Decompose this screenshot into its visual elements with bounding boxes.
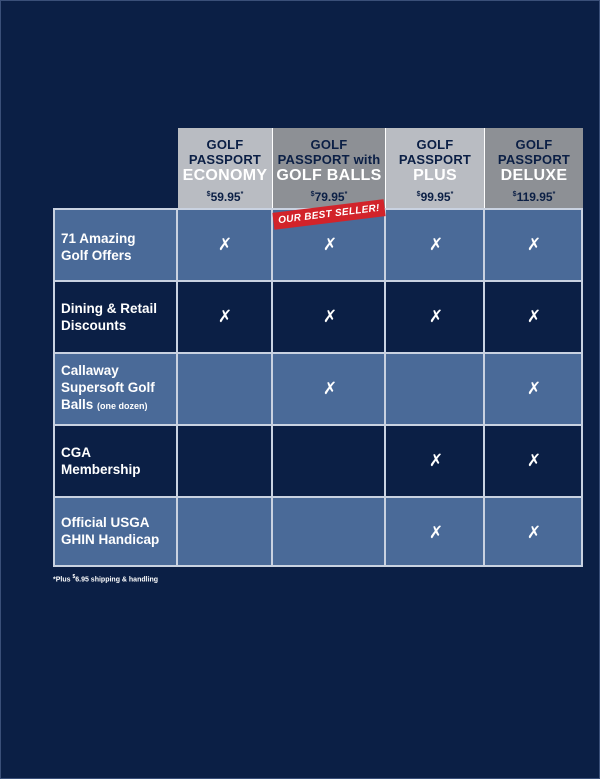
included-mark: ✗: [526, 379, 542, 399]
column-divider: [176, 210, 178, 565]
plan-price: $99.95*: [416, 190, 454, 204]
plan-line1: GOLF: [206, 137, 244, 152]
plan-name: DELUXE: [500, 167, 568, 184]
plan-price: $119.95*: [512, 190, 556, 204]
plan-line2: PASSPORT: [188, 152, 262, 167]
plan-line1: GOLF: [515, 137, 553, 152]
included-mark: ✗: [322, 235, 338, 255]
feature-label: Callaway Supersoft Golf Balls (one dozen): [61, 363, 155, 412]
best-seller-badge: OUR BEST SELLER!: [272, 199, 385, 230]
plan-name: ECONOMY: [182, 167, 268, 184]
footnote: *Plus $6.95 shipping & handling: [53, 574, 159, 584]
included-mark: ✗: [526, 523, 542, 543]
comparison-table: [53, 208, 583, 567]
included-mark: ✗: [217, 307, 233, 327]
plan-line1: GOLF: [310, 137, 348, 152]
plan-header-economy: [178, 128, 273, 208]
feature-label: 71 Amazing Golf Offers: [61, 231, 136, 263]
included-mark: ✗: [428, 235, 444, 255]
row-divider: [55, 496, 581, 498]
row-divider: [55, 424, 581, 426]
plan-line1: GOLF: [416, 137, 454, 152]
column-divider: [271, 210, 273, 565]
included-mark: ✗: [526, 307, 542, 327]
plan-header-deluxe: [485, 128, 583, 208]
feature-label: Dining & Retail Discounts: [61, 301, 158, 333]
included-mark: ✗: [217, 235, 233, 255]
included-mark: ✗: [322, 307, 338, 327]
feature-label: Official USGA GHIN Handicap: [61, 515, 160, 547]
plan-header-golf-balls: [273, 128, 386, 208]
plan-header-plus: [386, 128, 485, 208]
row-divider: [55, 352, 581, 354]
plan-price: $59.95*: [206, 190, 244, 204]
included-mark: ✗: [428, 523, 444, 543]
plan-line2: PASSPORT with: [277, 152, 381, 167]
feature-label: CGA Membership: [61, 445, 141, 477]
included-mark: ✗: [526, 235, 542, 255]
column-divider: [384, 210, 386, 565]
plan-line2: PASSPORT: [497, 152, 571, 167]
included-mark: ✗: [526, 451, 542, 471]
plan-name: PLUS: [413, 167, 457, 184]
included-mark: ✗: [428, 451, 444, 471]
plan-line2: PASSPORT: [398, 152, 472, 167]
included-mark: ✗: [428, 307, 444, 327]
column-divider: [483, 210, 485, 565]
included-mark: ✗: [322, 379, 338, 399]
plan-price: $79.95*: [310, 190, 348, 204]
row-divider: [55, 280, 581, 282]
plan-name: GOLF BALLS: [276, 167, 382, 184]
